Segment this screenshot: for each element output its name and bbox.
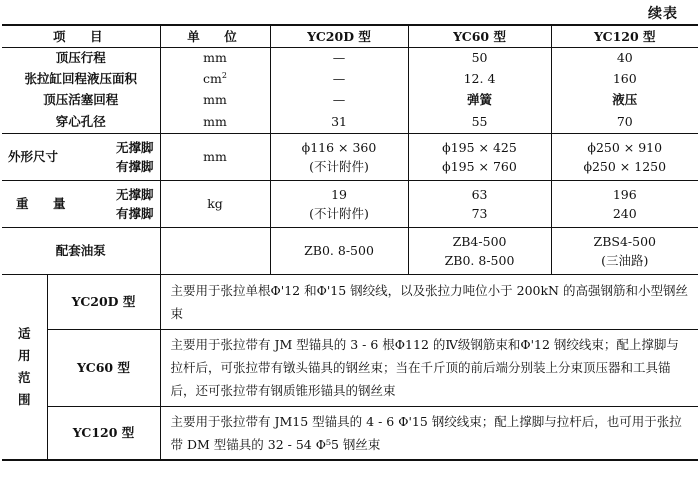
- row-value: —: [270, 68, 408, 89]
- dimensions-c3: [551, 133, 698, 180]
- usage-label-char: 适: [17, 325, 31, 341]
- usage-text: 主要用于张拉单根Φ'12 和Φ'15 钢绞线，以及张拉力吨位小于 200kN 的高强钢筋和小型钢丝束: [160, 274, 698, 329]
- row-unit: mm: [160, 47, 270, 68]
- weight-unit: kg: [160, 180, 270, 227]
- usage-model: YC120 型: [47, 406, 160, 460]
- row-label: 穿心孔径: [2, 110, 160, 133]
- dimensions-unit: mm: [160, 133, 270, 180]
- row-stroke: [2, 47, 698, 68]
- continued-label: 续表: [648, 6, 678, 22]
- weight-label: 重 量: [16, 196, 72, 211]
- header-row: [2, 25, 698, 47]
- row-pump: [2, 227, 698, 274]
- weight-c3: [551, 180, 698, 227]
- usage-model: YC60 型: [47, 329, 160, 406]
- usage-label-char: 围: [17, 391, 31, 407]
- row-unit: mm: [160, 110, 270, 133]
- cell-line: 63: [471, 186, 488, 202]
- header-model-1: YC20D 型: [270, 25, 408, 47]
- cell-line: ZB0. 8-500: [444, 252, 515, 268]
- weight-c2: [408, 180, 551, 227]
- usage-row-3: [2, 406, 698, 460]
- pump-label: 配套油泵: [2, 227, 160, 274]
- usage-row-2: [2, 329, 698, 406]
- header-model-3: YC120 型: [551, 25, 698, 47]
- cell-line: 196: [612, 186, 637, 202]
- row-return: [2, 89, 698, 110]
- cell-line: 73: [471, 205, 488, 221]
- cell-line: (不计附件): [309, 205, 369, 221]
- dimensions-label-cell: [2, 133, 160, 180]
- row-label: 顶压行程: [55, 50, 106, 66]
- cell-line: ZBS4-500: [593, 233, 656, 249]
- dimensions-c1: [270, 133, 408, 180]
- row-value: 55: [408, 110, 551, 133]
- dimensions-sub-2: 有撑脚: [116, 158, 154, 174]
- row-value: 50: [408, 47, 551, 68]
- dimensions-c2: [408, 133, 551, 180]
- row-value: 液压: [551, 89, 698, 110]
- unit-base: cm: [203, 71, 222, 86]
- cell-line: (三油路): [601, 252, 649, 268]
- cell-line: 19: [331, 186, 347, 202]
- usage-label: [2, 274, 47, 460]
- usage-label-char: 用: [17, 347, 31, 363]
- cell-line: (不计附件): [309, 158, 369, 174]
- row-value: 弹簧: [408, 89, 551, 110]
- pump-c3: [551, 227, 698, 274]
- cell-line: 240: [612, 205, 637, 221]
- row-dimensions: [2, 133, 698, 180]
- weight-c1: [270, 180, 408, 227]
- row-weight: [2, 180, 698, 227]
- row-unit: mm: [160, 89, 270, 110]
- row-value: 40: [551, 47, 698, 68]
- usage-label-char: 范: [17, 369, 31, 385]
- cell-line: ZB4-500: [452, 233, 507, 249]
- unit-sup: 2: [221, 70, 227, 80]
- dimensions-label: 外形尺寸: [8, 149, 59, 164]
- row-value: —: [270, 47, 408, 68]
- spec-table: [2, 24, 698, 461]
- row-area: [2, 68, 698, 89]
- weight-label-cell: [2, 180, 160, 227]
- usage-text: 主要用于张拉带有 JM15 型锚具的 4 - 6 Φ'15 钢绞线束；配上撑脚与拉杆后，也可用于张拉带 DM 型锚具的 32 - 54 Φ⁵5 钢丝束: [160, 406, 698, 460]
- cell-line: ϕ195 × 760: [442, 158, 517, 174]
- dimensions-sub-1: 无撑脚: [116, 139, 154, 155]
- row-value: 70: [551, 110, 698, 133]
- usage-text: 主要用于张拉带有 JM 型锚具的 3 - 6 根Φ112 的Ⅳ级钢筋束和Φ'12 钢绞线束；配上撑脚与拉杆后，可张拉带有镦头锚具的钢丝束；当在千斤顶的前后端分别装上分束顶压器和工具锚后，还可张拉带有钢质锥形锚具的钢丝束: [160, 329, 698, 406]
- pump-c2: [408, 227, 551, 274]
- usage-row-1: [2, 274, 698, 329]
- cell-line: ϕ250 × 910: [587, 139, 663, 155]
- pump-c1: ZB0. 8-500: [270, 227, 408, 274]
- row-value: 12. 4: [408, 68, 551, 89]
- usage-model: YC20D 型: [47, 274, 160, 329]
- weight-sub-2: 有撑脚: [116, 205, 154, 221]
- row-label: 顶压活塞回程: [43, 92, 119, 107]
- cell-line: ϕ116 × 360: [301, 139, 377, 155]
- header-item: 项 目: [2, 25, 160, 47]
- row-value: 31: [270, 110, 408, 133]
- weight-sub-1: 无撑脚: [116, 186, 154, 202]
- cell-line: ϕ195 × 425: [442, 139, 517, 155]
- header-unit: 单 位: [160, 25, 270, 47]
- row-value: 160: [551, 68, 698, 89]
- header-model-2: YC60 型: [408, 25, 551, 47]
- pump-unit: [160, 227, 270, 274]
- row-value: —: [270, 89, 408, 110]
- row-unit: [160, 68, 270, 89]
- row-bore: [2, 110, 698, 133]
- row-label: 张拉缸回程液压面积: [24, 71, 138, 86]
- cell-line: ϕ250 × 1250: [583, 158, 667, 174]
